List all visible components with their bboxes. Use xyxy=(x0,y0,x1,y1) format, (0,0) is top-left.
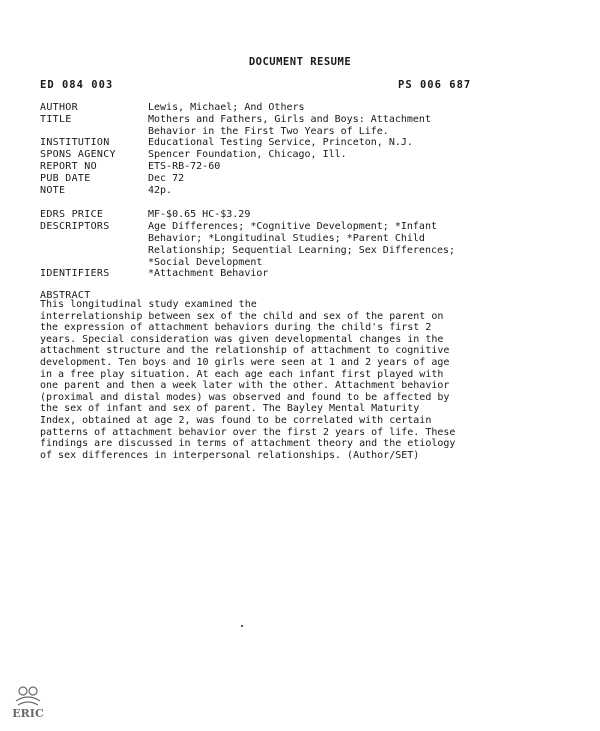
field-author xyxy=(40,102,560,114)
field-value: Dec 72 xyxy=(148,172,185,184)
abstract-label: ABSTRACT xyxy=(40,290,91,301)
field-value: Spencer Foundation, Chicago, Ill. xyxy=(148,149,347,161)
field-identifiers xyxy=(40,268,560,280)
bibliographic-fields xyxy=(40,102,560,280)
field-descriptors xyxy=(40,221,560,268)
field-value: MF-$0.65 HC-$3.29 xyxy=(148,209,251,221)
field-edrs-price xyxy=(40,209,560,221)
field-label: SPONS AGENCY xyxy=(40,149,116,161)
field-value: Lewis, Michael; And Others xyxy=(148,102,305,113)
field-label: IDENTIFIERS xyxy=(40,268,110,280)
eric-logo-icon xyxy=(12,683,44,721)
scan-speck xyxy=(241,625,243,627)
section-gap xyxy=(40,196,560,209)
abstract-text: This longitudinal study examined the interrelationship between sex of the child and sex of the parent on the expression of attachment behaviors during the child's first 2 years. Special consideration was given developmental changes in the attachment structure and the relationship of attachment to cognitive development. Ten boys and 10 girls were seen at 1 and 2 years of age in a free play situation. At each age each infant first played with one parent and then a week later with the other. Attachment behavior (proximal and distal modes) was observed and found to be affected by the sex of infant and sex of parent. The Bayley Mental Maturity Index, obtained at age 2, was found to be correlated with certain patterns of attachment behavior over the first 2 years of life. These findings are discussed in terms of attachment theory and the etiology of sex differences in interpersonal relationships. (Author/SET) xyxy=(40,299,456,461)
field-label: TITLE xyxy=(40,113,72,125)
field-label: PUB DATE xyxy=(40,172,91,184)
document-id: ED 084 003 xyxy=(40,79,114,91)
field-value: Educational Testing Service, Princeton, N.J. xyxy=(148,137,413,149)
field-spons-agency xyxy=(40,149,560,161)
field-label: NOTE xyxy=(40,184,66,196)
field-value: Mothers and Fathers, Girls and Boys: Attachment Behavior in the First Two Years of Life. xyxy=(148,113,431,137)
field-institution xyxy=(40,137,560,149)
field-note xyxy=(40,185,560,197)
field-label: REPORT NO xyxy=(40,160,97,172)
field-value: *Attachment Behavior xyxy=(148,268,269,280)
field-label: EDRS PRICE xyxy=(40,209,104,221)
field-label: INSTITUTION xyxy=(40,137,110,149)
field-label: AUTHOR xyxy=(40,102,78,113)
field-pub-date xyxy=(40,173,560,185)
field-label: DESCRIPTORS xyxy=(40,221,110,233)
document-heading: DOCUMENT RESUME xyxy=(248,56,352,68)
field-value: ETS-RB-72-60 xyxy=(148,160,221,172)
field-value: 42p. xyxy=(148,184,173,196)
eric-logo-text: ERIC xyxy=(12,707,44,720)
field-report-no xyxy=(40,161,560,173)
ps-id: PS 006 687 xyxy=(398,79,472,91)
field-value: Age Differences; *Cognitive Development; *Infant Behavior; *Longitudinal Studies; *Parent Child Relationship; Sequential Learning; Sex Differences; *Social Development xyxy=(148,221,456,268)
field-title xyxy=(40,114,560,138)
